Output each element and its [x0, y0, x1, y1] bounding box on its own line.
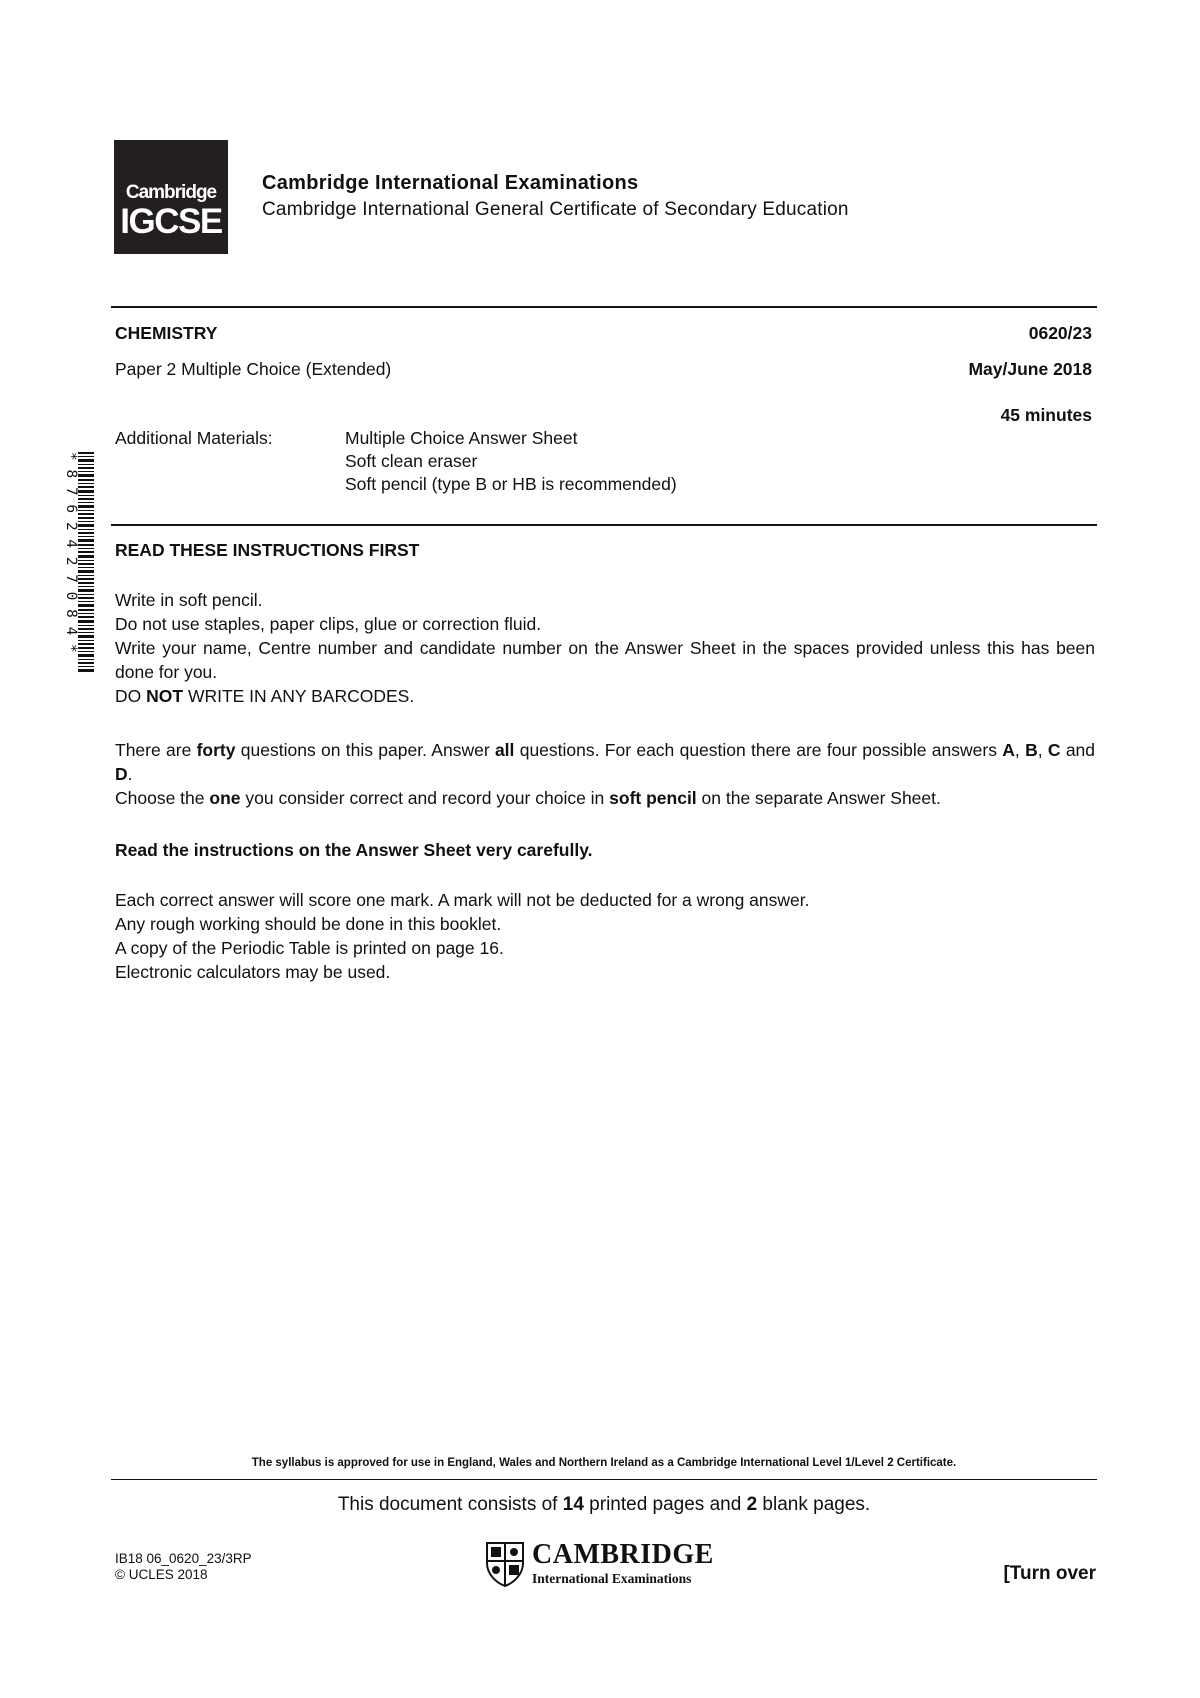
- instructions-block-2: [115, 738, 1095, 810]
- answer-sheet-note: Read the instructions on the Answer Sheet very carefully.: [115, 840, 593, 860]
- instruction-line: Any rough working should be done in this booklet.: [115, 914, 502, 934]
- board-subtitle: Cambridge International General Certificate of Secondary Education: [262, 199, 849, 220]
- divider-footer: [111, 1479, 1097, 1480]
- barcode-digits: * 8 7 6 2 4 2 7 0 8 4 *: [63, 452, 79, 653]
- instruction-line: A copy of the Periodic Table is printed on page 16.: [115, 938, 504, 958]
- turn-over: [Turn over: [1003, 1563, 1096, 1584]
- paper-name: Paper 2 Multiple Choice (Extended): [115, 359, 392, 379]
- document-reference: [115, 1551, 252, 1583]
- paper-code: 0620/23: [1028, 323, 1092, 343]
- materials-item: Soft clean eraser: [345, 451, 478, 471]
- duration: 45 minutes: [1000, 405, 1092, 425]
- instructions-heading: READ THESE INSTRUCTIONS FIRST: [115, 540, 420, 560]
- cambridge-subtitle: International Examinations: [532, 1571, 692, 1586]
- syllabus-note: The syllabus is approved for use in England, Wales and Northern Ireland as a Cambridge International Level 1/Level 2 Certificate.: [251, 1457, 957, 1469]
- cambridge-wordmark: CAMBRIDGE: [532, 1539, 714, 1570]
- instruction-line: Each correct answer will score one mark. A mark will not be deducted for a wrong answer.: [115, 890, 810, 910]
- instructions-block-1: [115, 588, 1095, 708]
- board-title: Cambridge International Examinations: [262, 172, 639, 194]
- instruction-line: There are forty questions on this paper. Answer all questions. For each question there are four possible answers A, B, C and D.: [115, 740, 1096, 784]
- instruction-line: Electronic calculators may be used.: [115, 962, 391, 982]
- logo-line1: Cambridge: [125, 182, 217, 203]
- barcode: [58, 450, 98, 676]
- cambridge-logo: [485, 1539, 725, 1589]
- subject: CHEMISTRY: [115, 323, 218, 343]
- cambridge-igcse-logo: [114, 140, 228, 254]
- divider-top: [111, 306, 1097, 308]
- instruction-line: Choose the one you consider correct and record your choice in soft pencil on the separate Answer Sheet.: [115, 788, 941, 808]
- materials-label: Additional Materials:: [115, 428, 273, 448]
- instruction-line: Do not use staples, paper clips, glue or correction fluid.: [115, 614, 542, 634]
- instructions-block-3: [115, 888, 1095, 984]
- instruction-line: DO NOT WRITE IN ANY BARCODES.: [115, 686, 415, 706]
- instruction-line: Write in soft pencil.: [115, 590, 263, 610]
- materials-item: Multiple Choice Answer Sheet: [345, 428, 578, 448]
- page-count-note: This document consists of 14 printed pages and 2 blank pages.: [337, 1494, 871, 1515]
- materials-item: Soft pencil (type B or HB is recommended): [345, 474, 677, 494]
- divider-middle: [111, 524, 1097, 526]
- logo-line2: IGCSE: [120, 202, 222, 241]
- instruction-line: Write your name, Centre number and candidate number on the Answer Sheet in the spaces provided unless this has been done for you.: [115, 638, 1095, 682]
- copyright: © UCLES 2018: [115, 1567, 208, 1582]
- exam-session: May/June 2018: [968, 359, 1092, 379]
- reference-code: IB18 06_0620_23/3RP: [115, 1551, 252, 1566]
- crest-icon: [485, 1541, 525, 1587]
